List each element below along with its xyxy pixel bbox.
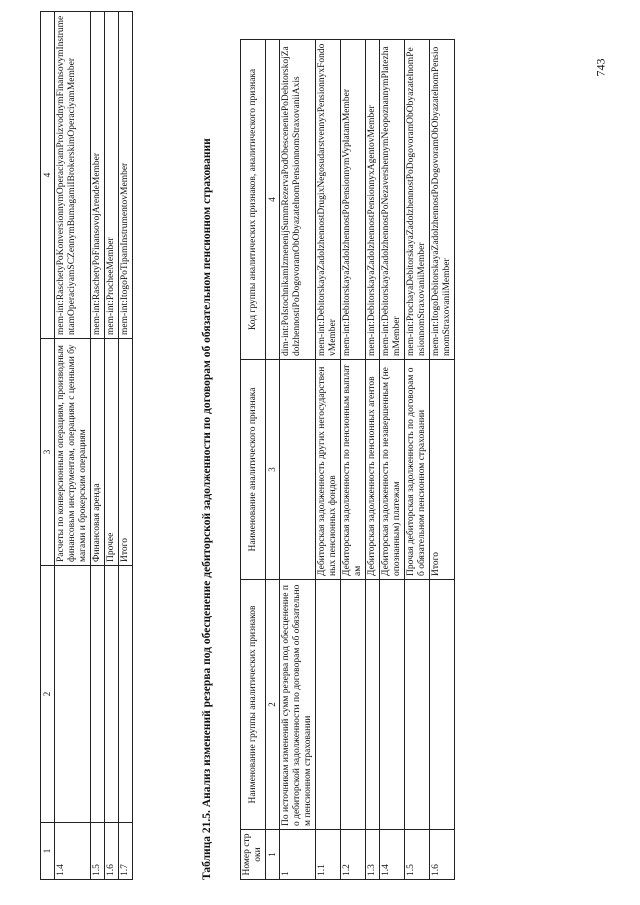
attribute-code: dim-int:PoIstochnikamIzmenenijSummRezervaPodObesceneniePoDebitorskojZadolzhennostiPoDogovoramObObyazatelnomPensionnomStraxovaniiAxis (280, 40, 316, 360)
group-name (91, 566, 105, 823)
row-number: 1.5 (405, 830, 430, 880)
page-number: 743 (593, 58, 608, 77)
row-number: 1.1 (316, 830, 341, 880)
row-number: 1.4 (55, 823, 91, 880)
header-attribute-name: Наименование аналитического признака (241, 360, 266, 580)
group-name (430, 580, 455, 830)
row-number: 1.2 (341, 830, 366, 880)
landscape-content (40, 15, 600, 880)
row-number: 1 (280, 830, 316, 880)
attribute-name: Прочая дебиторская задолженность по договорам об обязательном пенсионном страховании (405, 360, 430, 580)
column-number: 2 (41, 566, 55, 823)
group-name (55, 566, 91, 823)
table-row (405, 40, 430, 880)
top-table-number-row (41, 12, 55, 880)
row-number: 1.6 (430, 830, 455, 880)
attribute-code: mem-int:ItogoDebitorskayaZadolzhennostPoDogovoramObObyazatelnomPensionnomStraxovaniiMember (430, 40, 455, 360)
table-row (55, 12, 91, 880)
attribute-name (280, 360, 316, 580)
column-number: 4 (41, 12, 55, 339)
attribute-code: mem-int:RaschetyPoFinansovojArendeMember (91, 12, 105, 339)
column-number: 3 (266, 360, 280, 580)
column-number: 1 (266, 830, 280, 880)
attribute-name: Итого (430, 360, 455, 580)
table-row (316, 40, 341, 880)
group-name (105, 566, 119, 823)
group-name (380, 580, 405, 830)
attribute-code: mem-int:ProcheeMember (105, 12, 119, 339)
group-name (341, 580, 366, 830)
attribute-name: Дебиторская задолженность других негосударственных пенсионных фондов (316, 360, 341, 580)
table-caption: Таблица 21.5. Анализ изменений резерва под обесценение дебиторской задолженности по договорам об обязательном пенсионном страховании (201, 138, 213, 880)
main-table (240, 39, 455, 880)
attribute-code: mem-int:DebitorskayaZadolzhennostPoPensionnymVyplatamMember (341, 40, 366, 360)
column-number: 3 (41, 339, 55, 566)
row-number: 1.5 (91, 823, 105, 880)
group-name (119, 566, 133, 823)
attribute-name: Дебиторская задолженность по незавершенным (неопознанным) платежам (380, 360, 405, 580)
attribute-code: mem-int:DebitorskayaZadolzhennostPoNezavershennymNeopoznannymPlatezhamMember (380, 40, 405, 360)
attribute-name: Дебиторская задолженность по пенсионным выплатам (341, 360, 366, 580)
column-number: 4 (266, 40, 280, 360)
row-number: 1.6 (105, 823, 119, 880)
attribute-code: mem-int:RaschetyPoKonversionnymOperaciyamProizvodnymFinansovymInstrumentamOperaciyamSCZennymBumagamiIBrokerskimOperaciyamMember (55, 12, 91, 339)
header-row-number: Номер строки (241, 830, 266, 880)
header-group-name: Наименование группы аналитических признаков (241, 580, 266, 830)
attribute-code: mem-int:ItogoPoTipamInstrumentovMember (119, 12, 133, 339)
group-name (366, 580, 380, 830)
top-table (40, 11, 133, 880)
table-row (380, 40, 405, 880)
group-name (316, 580, 341, 830)
column-number: 1 (41, 823, 55, 880)
attribute-name: Прочее (105, 339, 119, 566)
table-row (280, 40, 316, 880)
header-attribute-code: Код группы аналитических признаков, аналитического признака (241, 40, 266, 360)
attribute-name: Расчеты по конверсионным операциям, производным финансовым инструментам, операциям с ценными бумагами и брокерским операциям (55, 339, 91, 566)
table-row (366, 40, 380, 880)
attribute-name: Финансовая аренда (91, 339, 105, 566)
row-number: 1.3 (366, 830, 380, 880)
group-name: По источникам изменений сумм резерва под обесценение по дебиторской задолженности по договорам об обязательном пенсионном страховании (280, 580, 316, 830)
main-table-number-row (266, 40, 280, 880)
table-row (341, 40, 366, 880)
attribute-name: Дебиторская задолженность пенсионных агентов (366, 360, 380, 580)
table-row (119, 12, 133, 880)
row-number: 1.7 (119, 823, 133, 880)
group-name (405, 580, 430, 830)
table-row (105, 12, 119, 880)
attribute-code: mem-int:DebitorskayaZadolzhennostDrugixNegosudarstvennyxPensionnyxFondovMember (316, 40, 341, 360)
table-row (430, 40, 455, 880)
table-row (91, 12, 105, 880)
attribute-name: Итого (119, 339, 133, 566)
attribute-code: mem-int:ProchayaDebitorskayaZadolzhennostPoDogovoramObObyazatelnomPensionnomStraxovaniiMember (405, 40, 430, 360)
attribute-code: mem-int:DebitorskayaZadolzhennostPensionnyxAgentovMember (366, 40, 380, 360)
row-number: 1.4 (380, 830, 405, 880)
column-number: 2 (266, 580, 280, 830)
main-table-header-row (241, 40, 266, 880)
